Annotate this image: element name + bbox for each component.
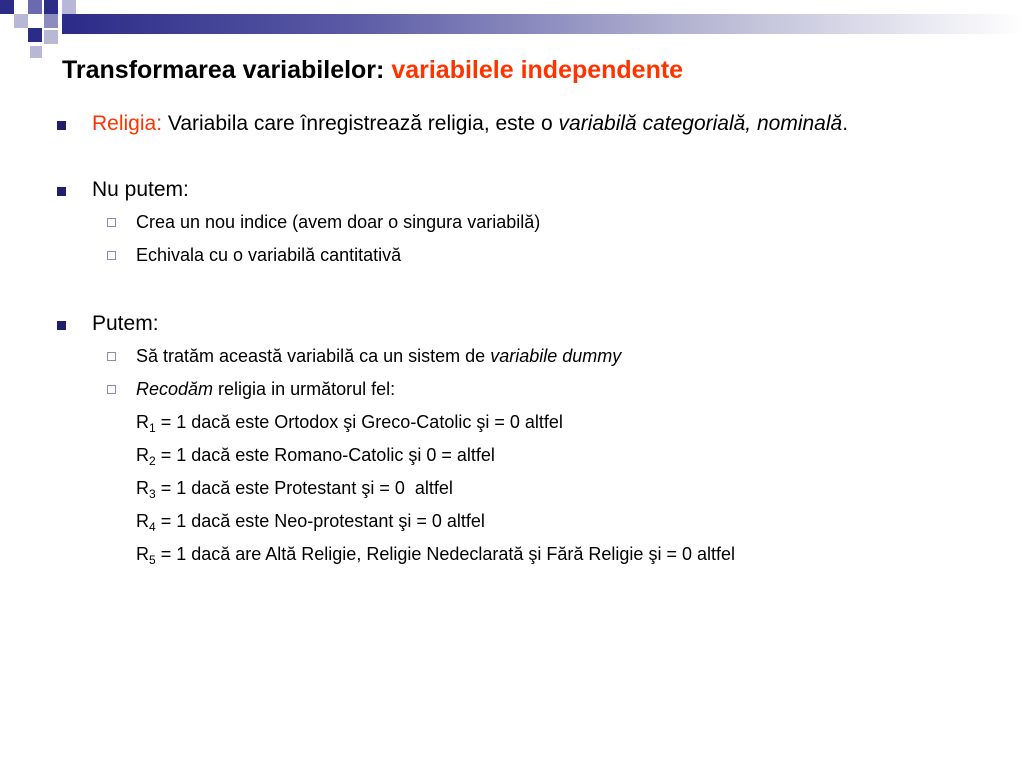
- recode-subscript: 2: [149, 454, 156, 468]
- recode-var: R: [136, 544, 149, 564]
- recode-subscript: 1: [149, 421, 156, 435]
- bullet-end: .: [842, 112, 849, 135]
- decor-square: [44, 14, 58, 28]
- recode-var: R: [136, 511, 149, 531]
- recode-line: [56, 439, 996, 472]
- recode-text: = 1 dacă este Protestant şi = 0 altfel: [155, 478, 453, 498]
- slide-title: [62, 56, 683, 85]
- title-main: Transformarea variabilelor:: [62, 56, 385, 84]
- bullet-label: Nu putem:: [92, 178, 189, 201]
- sub-bullet: [56, 340, 996, 373]
- recode-subscript: 3: [149, 487, 156, 501]
- sub-bullet-italic: Recodăm: [136, 379, 214, 399]
- recode-text: = 1 dacă este Romano-Catolic şi 0 = altfel: [155, 445, 495, 465]
- filled-square-icon: [57, 121, 66, 130]
- sub-bullet: [56, 373, 996, 406]
- recode-subscript: 5: [149, 553, 156, 567]
- sub-bullet-italic: variabile dummy: [490, 346, 622, 366]
- decor-square: [28, 0, 42, 14]
- sub-bullet-text: Crea un nou indice (avem doar o singura variabilă): [136, 212, 541, 232]
- recode-text: = 1 dacă este Ortodox şi Greco-Catolic şi = 0 altfel: [155, 412, 563, 432]
- recode-var: R: [136, 445, 149, 465]
- hollow-square-icon: [107, 218, 116, 227]
- sub-bullet: [56, 239, 996, 272]
- decor-square: [0, 0, 14, 14]
- hollow-square-icon: [107, 352, 116, 361]
- sub-bullet: [56, 206, 996, 239]
- recode-subscript: 4: [149, 520, 156, 534]
- sub-bullet-text: Echivala cu o variabilă cantitativă: [136, 245, 402, 265]
- filled-square-icon: [57, 321, 66, 330]
- recode-line: [56, 505, 996, 538]
- decor-square: [62, 0, 76, 14]
- bullet-religia: [56, 108, 996, 140]
- decor-square: [14, 14, 28, 28]
- recode-text: = 1 dacă are Altă Religie, Religie Nedeclarată şi Fără Religie şi = 0 altfel: [155, 544, 735, 564]
- decor-square: [44, 0, 58, 14]
- decor-square: [30, 46, 42, 58]
- recode-text: = 1 dacă este Neo-protestant şi = 0 altfel: [155, 511, 485, 531]
- recode-line: [56, 406, 996, 439]
- hollow-square-icon: [107, 251, 116, 260]
- decor-square: [44, 30, 58, 44]
- slide-content: [56, 108, 996, 571]
- bullet-text: Variabila care înregistrează religia, este o: [162, 112, 559, 135]
- header-gradient-bar: [62, 14, 1024, 34]
- bullet-putem: [56, 308, 996, 340]
- decor-square: [28, 28, 42, 42]
- bullet-nu-putem: [56, 174, 996, 206]
- header-decoration: [0, 0, 1024, 62]
- title-accent: variabilele independente: [391, 56, 684, 84]
- bullet-italic: variabilă categorială, nominală: [558, 112, 843, 135]
- sub-bullet-text: Să tratăm această variabilă ca un sistem de: [136, 346, 491, 366]
- recode-line: [56, 538, 996, 571]
- bullet-label: Religia:: [92, 112, 163, 135]
- recode-var: R: [136, 478, 149, 498]
- hollow-square-icon: [107, 385, 116, 394]
- filled-square-icon: [57, 187, 66, 196]
- recode-line: [56, 472, 996, 505]
- sub-bullet-text: religia in următorul fel:: [213, 379, 396, 399]
- recode-var: R: [136, 412, 149, 432]
- bullet-label: Putem:: [92, 312, 159, 335]
